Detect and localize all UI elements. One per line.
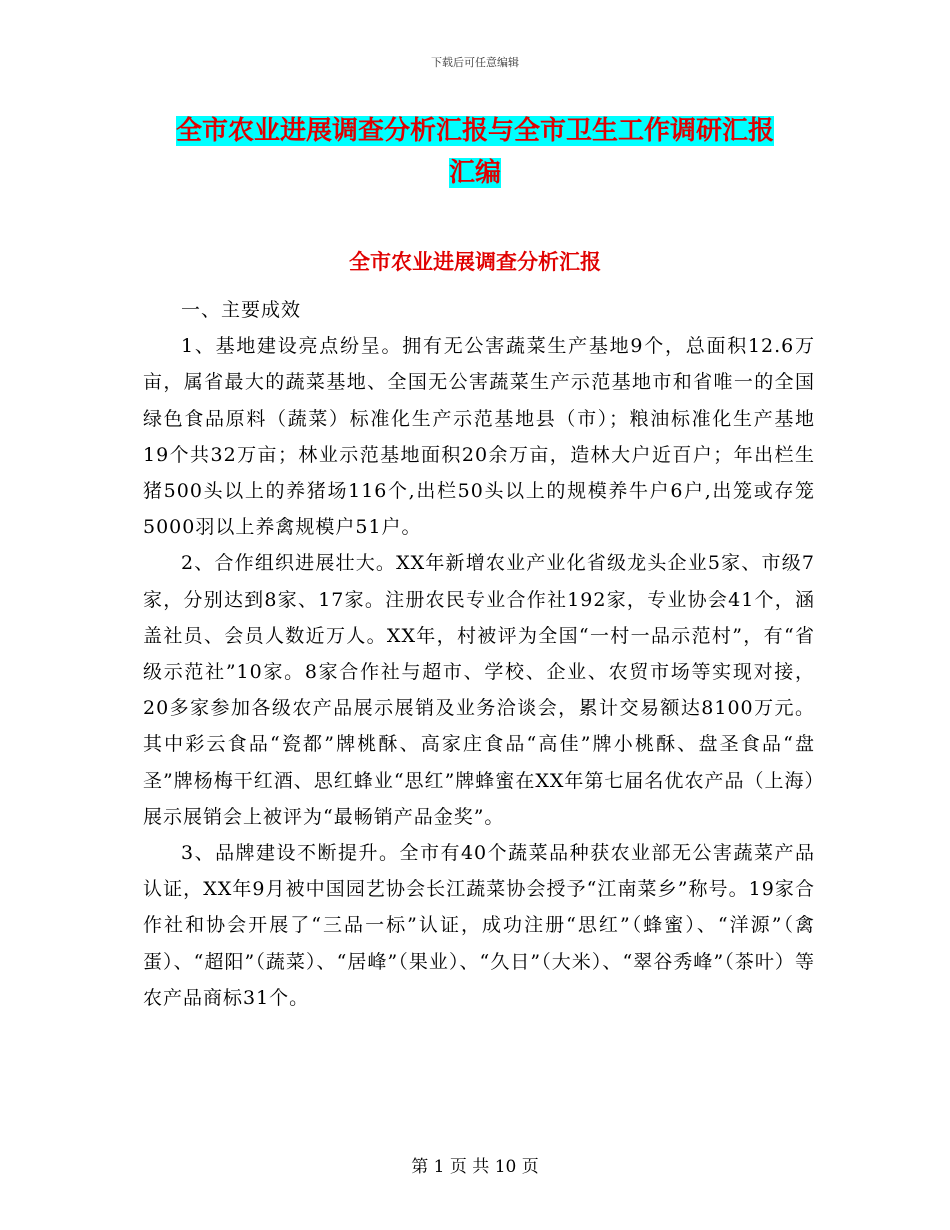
document-title (150, 110, 800, 194)
document-title-line2: 汇编 (448, 158, 501, 188)
section-title: 全市农业进展调查分析汇报 (349, 250, 601, 274)
document-title-line1: 全市农业进展调查分析汇报与全市卫生工作调研汇报 (175, 116, 774, 146)
header-note: 下载后可任意编辑 (431, 56, 519, 69)
paragraph-cooperative-organizations: 2、合作组织进展壮大。XX年新增农业产业化省级龙头企业5家、市级7家，分别达到8家、17家。注册农民专业合作社192家，专业协会41个，涵盖社员、会员人数近万人。XX年，村被评为全国“一村一品示范村”，有“省级示范社”10家。8家合作社与超市、学校、企业、农贸市场等实现对接，20多家参加各级农产品展示展销及业务洽谈会，累计交易额达8100万元。其中彩云食品“瓷都”牌桃酥、高家庄食品“高佳”牌小桃酥、盘圣食品“盘圣”牌杨梅干红酒、思红蜂业“思红”牌蜂蜜在XX年第七届名优农产品（上海）展示展销会上被评为“最畅销产品金奖”。 (143, 552, 815, 828)
paragraph-base-construction: 1、基地建设亮点纷呈。拥有无公害蔬菜生产基地9个，总面积12.6万亩，属省最大的蔬菜基地、全国无公害蔬菜生产示范基地市和省唯一的全国绿色食品原料（蔬菜）标准化生产示范基地县（市）；粮油标准化生产基地19个共32万亩；林业示范基地面积20余万亩，造林大户近百户；年出栏生猪500头以上的养猪场116个,出栏50头以上的规模养牛户6户,出笼或存笼5000羽以上养禽规模户51户。 (143, 335, 815, 539)
paragraph-brand-building: 3、品牌建设不断提升。全市有40个蔬菜品种获农业部无公害蔬菜产品认证，XX年9月被中国园艺协会长江蔬菜协会授予“江南菜乡”称号。19家合作社和协会开展了“三品一标”认证，成功注册“思红”（蜂蜜）、“洋源”（禽蛋）、“超阳”（蔬菜）、“居峰”（果业）、“久日”（大米）、“翠谷秀峰”（茶叶）等农产品商标31个。 (143, 842, 815, 1009)
heading-main-achievements: 一、主要成效 (181, 299, 302, 321)
page-number-footer: 第 1 页 共 10 页 (411, 1157, 539, 1177)
document-body (143, 292, 815, 1016)
